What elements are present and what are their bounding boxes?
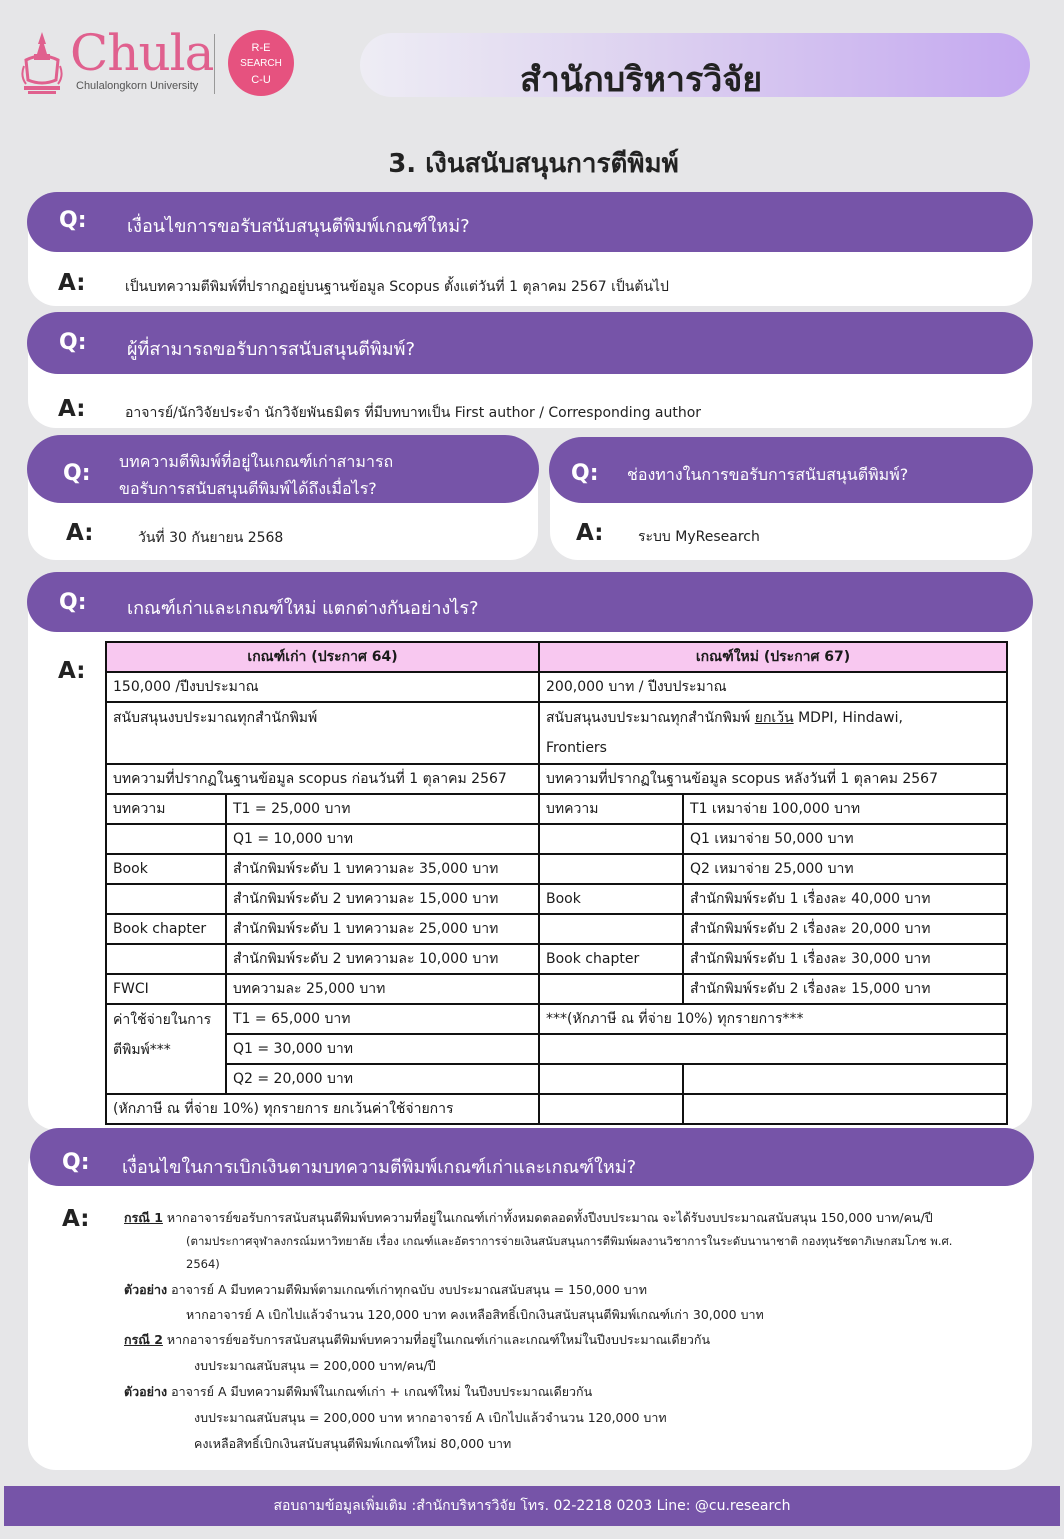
chula-logo bbox=[18, 24, 308, 100]
example-2-detail: งบประมาณสนับสนุน = 200,000 บาท หากอาจารย์ A เบิกไปแล้วจำนวน 120,000 บาท bbox=[194, 1410, 667, 1425]
case-1-note: (ตามประกาศจุฬาลงกรณ์มหาวิทยาลัย เรื่อง เกณฑ์และอัตราการจ่ายเงินสนับสนุนการตีพิมพ์ผลงานวิชาการในระดับนานาชาติ กองทุนรัชดาภิเษกสมโภช พ.ศ. bbox=[186, 1234, 953, 1248]
answer-text: อาจารย์/นักวิจัยประจำ นักวิจัยพันธมิตร ที่มีบทบาทเป็น First author / Corresponding author bbox=[125, 405, 702, 421]
question-text: เกณฑ์เก่าและเกณฑ์ใหม่ แตกต่างกันอย่างไร? bbox=[127, 598, 479, 619]
a-label: A: bbox=[66, 520, 94, 546]
a-label: A: bbox=[58, 396, 86, 422]
q-label: Q: bbox=[571, 461, 599, 486]
case-2-budget: งบประมาณสนับสนุน = 200,000 บาท/คน/ปี bbox=[194, 1358, 436, 1373]
header-old-criteria: เกณฑ์เก่า (ประกาศ 64) bbox=[106, 642, 539, 672]
research-cu-badge: R-E SEARCH C-U bbox=[228, 30, 294, 96]
expense-label: ค่าใช้จ่ายในการตีพิมพ์*** bbox=[106, 1004, 226, 1094]
budget-old: 150,000 /ปีงบประมาณ bbox=[106, 672, 539, 702]
question-bar-4 bbox=[549, 437, 1033, 503]
question-bar-6 bbox=[30, 1128, 1034, 1186]
question-bar-1 bbox=[27, 192, 1033, 252]
question-text: ผู้ที่สามารถขอรับการสนับสนุนตีพิมพ์? bbox=[127, 339, 416, 360]
table-row: สำนักพิมพ์ระดับ 2 บทความละ 10,000 บาท Book chapter สำนักพิมพ์ระดับ 1 เรื่องละ 30,000 บาท bbox=[106, 944, 1007, 974]
question-bar-5 bbox=[27, 572, 1033, 632]
a-label: A: bbox=[62, 1206, 90, 1232]
scopus-new: บทความที่ปรากฏในฐานข้อมูล scopus หลังวันที่ 1 ตุลาคม 2567 bbox=[539, 764, 1007, 794]
chula-crest-icon bbox=[20, 30, 64, 96]
section-title: 3. เงินสนับสนุนการตีพิมพ์ bbox=[388, 149, 679, 179]
case-1: กรณี 1 หากอาจารย์ขอรับการสนับสนุนตีพิมพ์บทความที่อยู่ในเกณฑ์เก่าทั้งหมดตลอดทั้งปีงบประมาณ จะได้รับงบประมาณสนับสนุน 150,000 บาท/คน/ปี bbox=[124, 1210, 933, 1225]
answer-text: วันที่ 30 กันยายน 2568 bbox=[138, 530, 284, 546]
question-text-line-1: บทความตีพิมพ์ที่อยู่ในเกณฑ์เก่าสามารถ bbox=[119, 452, 394, 471]
publisher-old: สนับสนุนงบประมาณทุกสำนักพิมพ์ bbox=[106, 702, 539, 764]
table-row: Q2 = 20,000 บาท bbox=[106, 1064, 1007, 1094]
budget-new: 200,000 บาท / ปีงบประมาณ bbox=[539, 672, 1007, 702]
question-bar-3 bbox=[27, 435, 539, 503]
question-text-line-2: ขอรับการสนับสนุนตีพิมพ์ได้ถึงเมื่อไร? bbox=[119, 479, 377, 498]
office-title: สำนักบริหารวิจัย bbox=[520, 60, 763, 100]
q-label: Q: bbox=[59, 590, 87, 615]
question-bar-2 bbox=[27, 312, 1033, 374]
example-1: ตัวอย่าง อาจารย์ A มีบทความตีพิมพ์ตามเกณฑ์เก่าทุกฉบับ งบประมาณสนับสนุน = 150,000 บาท bbox=[124, 1282, 647, 1297]
scopus-old: บทความที่ปรากฏในฐานข้อมูล scopus ก่อนวันที่ 1 ตุลาคม 2567 bbox=[106, 764, 539, 794]
table-row: Book chapter สำนักพิมพ์ระดับ 1 บทความละ 25,000 บาท สำนักพิมพ์ระดับ 2 เรื่องละ 20,000 บาท bbox=[106, 914, 1007, 944]
header-new-criteria: เกณฑ์ใหม่ (ประกาศ 67) bbox=[539, 642, 1007, 672]
contact-footer: สอบถามข้อมูลเพิ่มเติม :สำนักบริหารวิจัย โทร. 02-2218 0203 Line: @cu.research bbox=[4, 1486, 1060, 1526]
answer-text: เป็นบทความตีพิมพ์ที่ปรากฏอยู่บนฐานข้อมูล Scopus ตั้งแต่วันที่ 1 ตุลาคม 2567 เป็นต้นไป bbox=[125, 279, 669, 295]
criteria-table-clip bbox=[100, 636, 1012, 1129]
a-label: A: bbox=[58, 658, 86, 684]
table-row: Q1 = 10,000 บาท Q1 เหมาจ่าย 50,000 บาท bbox=[106, 824, 1007, 854]
table-row: บทความ T1 = 25,000 บาท บทความ T1 เหมาจ่าย 100,000 บาท bbox=[106, 794, 1007, 824]
question-text: ช่องทางในการขอรับการสนับสนุนตีพิมพ์? bbox=[627, 465, 909, 484]
example-2: ตัวอย่าง อาจารย์ A มีบทความตีพิมพ์ในเกณฑ์เก่า + เกณฑ์ใหม่ ในปีงบประมาณเดียวกัน bbox=[124, 1384, 593, 1399]
criteria-table bbox=[105, 641, 1008, 1125]
a-label: A: bbox=[576, 520, 604, 546]
table-row bbox=[106, 1094, 1007, 1124]
table-row: Q1 = 30,000 บาท bbox=[106, 1034, 1007, 1064]
logo-wordmark: Chula bbox=[70, 24, 214, 82]
case-1-note-end: 2564) bbox=[186, 1257, 220, 1271]
logo-divider bbox=[214, 34, 215, 94]
example-1-detail: หากอาจารย์ A เบิกไปแล้วจำนวน 120,000 บาท คงเหลือสิทธิ์เบิกเงินสนับสนุนตีพิมพ์เกณฑ์เก่า 30,000 บาท bbox=[186, 1307, 764, 1322]
answer-text: ระบบ MyResearch bbox=[638, 529, 760, 545]
q-label: Q: bbox=[63, 461, 91, 486]
publisher-new: สนับสนุนงบประมาณทุกสำนักพิมพ์ ยกเว้น MDPI, Hindawi, Frontiers bbox=[539, 702, 1007, 764]
case-2: กรณี 2 หากอาจารย์ขอรับการสนับสนุนตีพิมพ์บทความที่อยู่ในเกณฑ์เก่าและเกณฑ์ใหม่ในปีงบประมาณเดียวกัน bbox=[124, 1332, 711, 1347]
example-2-remaining: คงเหลือสิทธิ์เบิกเงินสนับสนุนตีพิมพ์เกณฑ์ใหม่ 80,000 บาท bbox=[194, 1436, 512, 1451]
logo-subtitle: Chulalongkorn University bbox=[76, 80, 199, 92]
q-label: Q: bbox=[59, 208, 87, 233]
tax-note-old: (หักภาษี ณ ที่จ่าย 10%) ทุกรายการ ยกเว้นค่าใช้จ่ายการ bbox=[106, 1094, 539, 1124]
tax-note-new: ***(หักภาษี ณ ที่จ่าย 10%) ทุกรายการ*** bbox=[539, 1004, 1007, 1034]
a-label: A: bbox=[58, 270, 86, 296]
table-row: ค่าใช้จ่ายในการตีพิมพ์*** T1 = 65,000 บาท ***(หักภาษี ณ ที่จ่าย 10%) ทุกรายการ*** bbox=[106, 1004, 1007, 1034]
question-text: เงื่อนไขการขอรับสนับสนุนตีพิมพ์เกณฑ์ใหม่? bbox=[127, 216, 470, 237]
table-row: Book สำนักพิมพ์ระดับ 1 บทความละ 35,000 บาท Q2 เหมาจ่าย 25,000 บาท bbox=[106, 854, 1007, 884]
q-label: Q: bbox=[59, 330, 87, 355]
table-row: สำนักพิมพ์ระดับ 2 บทความละ 15,000 บาท Book สำนักพิมพ์ระดับ 1 เรื่องละ 40,000 บาท bbox=[106, 884, 1007, 914]
question-text: เงื่อนไขในการเบิกเงินตามบทความตีพิมพ์เกณฑ์เก่าและเกณฑ์ใหม่? bbox=[122, 1157, 637, 1178]
table-row: FWCI บทความละ 25,000 บาท สำนักพิมพ์ระดับ 2 เรื่องละ 15,000 บาท bbox=[106, 974, 1007, 1004]
q-label: Q: bbox=[62, 1150, 90, 1175]
